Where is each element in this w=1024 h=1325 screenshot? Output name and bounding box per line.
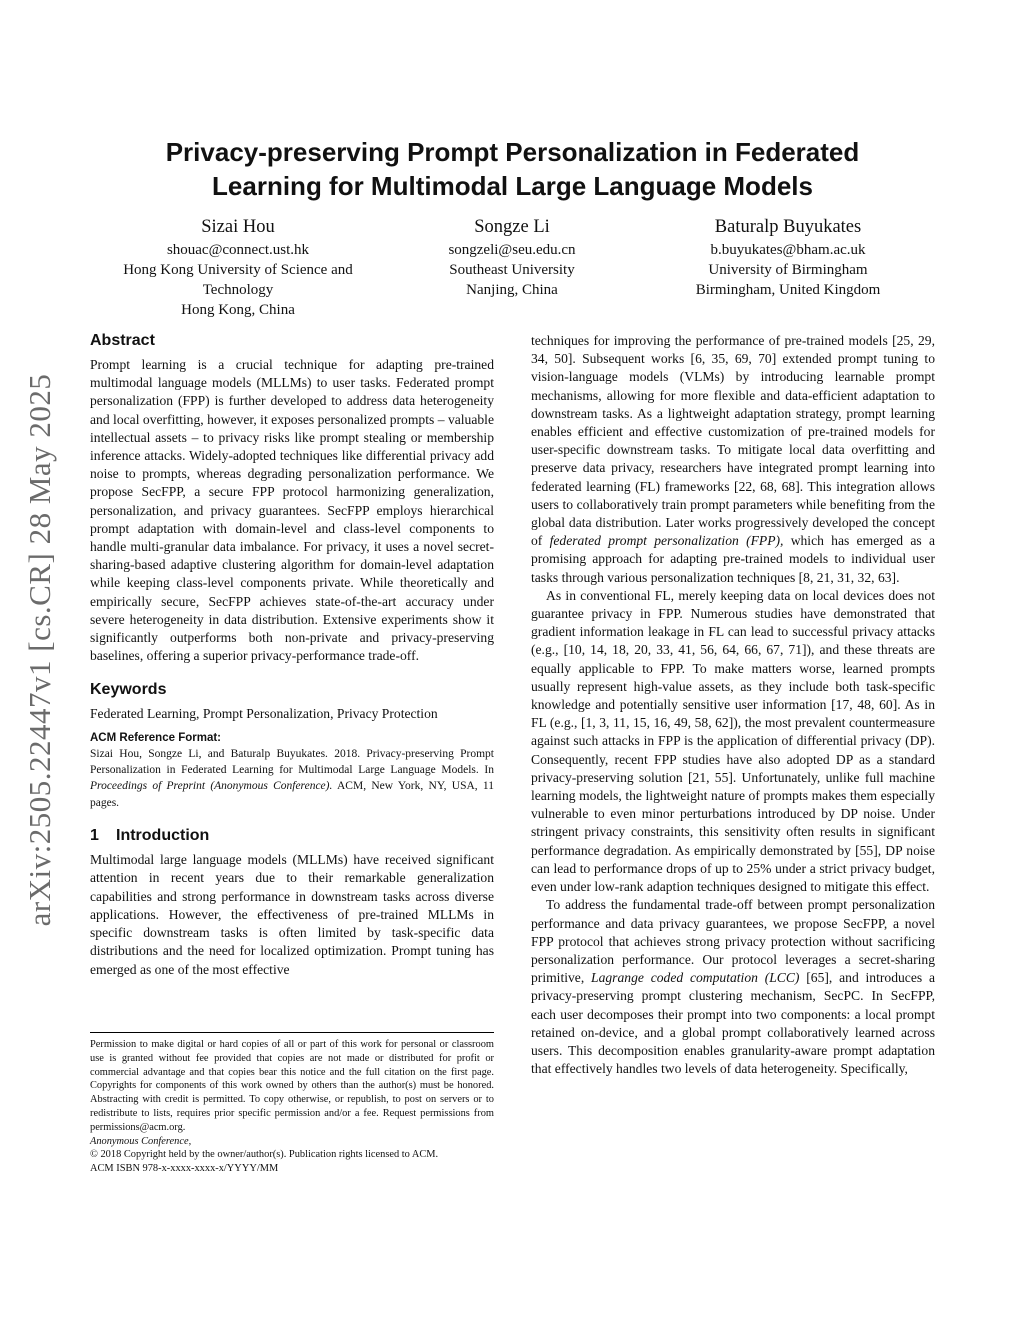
acm-reference-venue: Proceedings of Preprint (Anonymous Conference).: [90, 780, 333, 793]
author-email: b.buyukates@bham.ac.uk: [710, 242, 866, 258]
title-line-2: Learning for Multimodal Large Language Models: [212, 171, 813, 201]
emphasis-lcc: Lagrange coded computation (LCC): [591, 970, 800, 986]
author-email: shouac@connect.ust.hk: [166, 242, 310, 258]
author-affiliation: University of Birmingham: [708, 262, 868, 278]
author-2: [396, 214, 628, 300]
author-3: [638, 214, 938, 300]
author-affiliation: Southeast University: [449, 262, 575, 278]
author-location: Birmingham, United Kingdom: [695, 282, 881, 298]
title-line-1: Privacy-preserving Prompt Personalization in Federated: [165, 137, 860, 167]
emphasis-fpp: federated prompt personalization (FPP),: [549, 533, 784, 549]
arxiv-identifier: arXiv:2505.22447v1 [cs.CR] 28 May 2025: [22, 373, 57, 927]
author-affiliation: Hong Kong University of Science and: [123, 262, 353, 278]
section-number: 1: [90, 827, 99, 845]
author-name: Songze Li: [474, 217, 550, 237]
copyright-line: © 2018 Copyright held by the owner/author(s). Publication rights licensed to ACM.: [90, 1149, 439, 1161]
author-1: [90, 214, 386, 320]
author-location: Nanjing, China: [466, 282, 558, 298]
arxiv-sidebar-stamp: [14, 340, 66, 960]
author-name: Sizai Hou: [201, 217, 275, 237]
acm-reference-heading: ACM Reference Format:: [90, 731, 221, 744]
keywords-text: Federated Learning, Prompt Personalization, Privacy Protection: [90, 706, 438, 722]
abstract-text: Prompt learning is a crucial technique for adapting pre-trained multimodal language models (MLLMs) to user tasks. Federated prompt personalization (FPP) is further developed to address data heterogeneity and local overfitting, however, it exposes personalized prompts – valuable intellectual assets – to privacy risks like prompt stealing or membership inference attacks. Widely-adopted techniques like differential privacy add noise to prompts, whereas degrading personalization performance. We propose SecFPP, a secure FPP protocol harmonizing generalization, personalization, and privacy guarantees. SecFPP employs hierarchical prompt adaptation with domain-level and class-level components to handle multi-granular data imbalance. For privacy, it uses a novel secret-sharing-based adaptive clustering algorithm for domain-level adaptation while keeping class-level components private. While theoretically and empirically secure, SecFPP achieves state-of-the-art accuracy under severe heterogeneity in data distribution. Extensive experiments show it significantly outperforms both non-private and privacy-preserving baselines, offering a superior privacy-performance trade-off.: [90, 357, 494, 664]
left-column: [90, 330, 494, 979]
author-location: Hong Kong, China: [181, 302, 295, 318]
isbn-line: ACM ISBN 978-x-xxxx-xxxx-x/YYYY/MM: [90, 1163, 279, 1175]
keywords-heading: Keywords: [90, 681, 167, 699]
intro-paragraph-privacy: As in conventional FL, merely keeping data on local devices does not guarantee privacy in FPP. Numerous studies have demonstrated that gradient information leakage in FL can lead to successful privacy attacks (e.g., [10, 14, 18, 20, 33, 41, 56, 64, 66, 67, 71]), and these threats are equally applicable to FPP. To make matters worse, learned prompts usually represent high-value assets, as they include both task-specific knowledge and potentially sensitive user information [17, 48, 60]. As in FL (e.g., [1, 3, 11, 15, 16, 49, 58, 62]), the most prevalent countermeasure against such attacks in FPP is the application of differential privacy (DP). Consequently, recent FPP studies have also adopted DP as a standard privacy-preserving solution [21, 55]. Unfortunately, unlike full machine learning models, the lightweight nature of prompts makes them especially vulnerable to even minor perturbations introduced by DP noise. Under stringent privacy constraints, this sensitivity often results in significant performance degradation. As empirically demonstrated by [55], DP noise can lead to performance drops of up to 25% under a strict privacy budget, even under low-rank adaption techniques designed to mitigate this effect.: [531, 587, 935, 895]
right-column: [531, 332, 935, 1078]
author-name: Baturalp Buyukates: [714, 217, 862, 237]
introduction-heading: 1 Introduction: [90, 825, 494, 847]
abstract-heading: Abstract: [90, 332, 155, 349]
permission-notice: Permission to make digital or hard copies of all or part of this work for personal or classroom use is granted without fee provided that copies are not made or distributed for profit or commercial advantage and that copies bear this notice and the full citation on the first page. Copyrights for components of this work owned by others than the author(s) must be honored. Abstracting with credit is permitted. To copy otherwise, or republish, to post on servers or to redistribute to lists, requires prior specific permission and/or a fee. Request permissions from permissions@acm.org.: [90, 1039, 494, 1133]
acm-reference-text: Sizai Hou, Songze Li, and Baturalp Buyukates. 2018. Privacy-preserving Prompt Personalization in Federated Learning for Multimodal Large Language Models. In Proceedings of Preprint (Anonymous Conference). ACM, New York, NY, USA, 11 pages.: [90, 747, 494, 809]
intro-paragraph-secfpp: To address the fundamental trade-off between prompt personalization performance and data privacy guarantees, we propose SecFPP, a novel FPP protocol that achieves strong privacy protection without sacrificing personalization performance. Our protocol leverages a secret-sharing primitive, Lagrange coded computation (LCC) [65], and introduces a privacy-preserving prompt clustering mechanism, SecPC. In SecFPP, each user decomposes their prompt into two components: a local prompt retained on-device, and a global prompt collaboratively learned across users. This decomposition enables granularity-aware prompt adaptation that effectively handles two levels of data heterogeneity. Specifically,: [531, 897, 935, 1077]
conference-name: Anonymous Conference,: [90, 1135, 192, 1147]
intro-paragraph-continued: techniques for improving the performance of pre-trained models [25, 29, 34, 50]. Subsequent works [6, 35, 69, 70] extended prompt tuning to vision-language models (VLMs) by introducing learnable prompt mechanisms, allowing for more flexible and data-efficient adaptation to downstream tasks. As a lightweight adaptation strategy, prompt learning enables efficient and effective customization of pre-trained models for user-specific downstream tasks. To mitigate local data overfitting and preserve data privacy, researchers have integrated prompt learning into federated learning (FL) frameworks [22, 68, 68]. This integration allows users to collaboratively train prompt parameters while benefiting from the global data distribution. Later works progressively developed the concept of federated prompt personalization (FPP), which has emerged as a promising approach for adapting pre-trained models to individual user tasks through various personalization techniques [8, 21, 31, 32, 63].: [531, 333, 935, 585]
author-affiliation: Technology: [202, 282, 274, 298]
paper-title: [90, 135, 935, 203]
copyright-footnote: [90, 1032, 494, 1176]
introduction-paragraph-1: Multimodal large language models (MLLMs) have received significant attention in recent years due to their remarkable generalization capabilities and strong performance in downstream tasks across diverse applications. However, the effectiveness of pre-trained MLLMs in specific downstream tasks is often limited by task-specific data distributions and the need for localized optimization. Prompt tuning has emerged as one of the most effective: [90, 852, 494, 977]
author-email: songzeli@seu.edu.cn: [448, 242, 576, 258]
